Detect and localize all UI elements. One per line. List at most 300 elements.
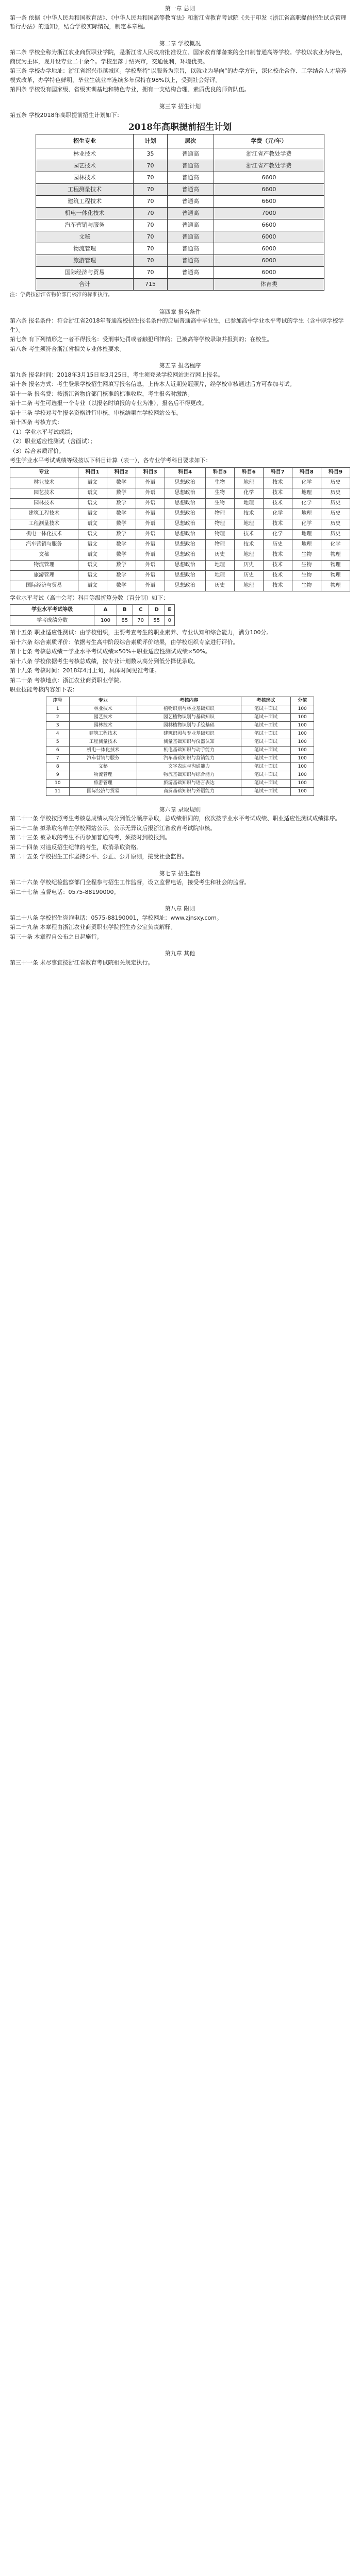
subject-table-body: [10, 478, 350, 591]
plan-cell: 70: [134, 160, 167, 172]
skills-cell: 5: [46, 738, 70, 746]
subject-cell: 林业技术: [10, 478, 78, 488]
subject-cell: 汽车营销与服务: [10, 539, 78, 550]
article-item: 考生学业水平考试成绩等级按以下科目计算（表一），各专业学考科目要求如下：: [10, 457, 211, 464]
subject-cell: 技术: [234, 539, 263, 550]
subject-cell: 化学: [292, 498, 321, 509]
subject-cell: 历史: [234, 570, 263, 581]
subject-cell: 外语: [136, 570, 165, 581]
skills-header-cell: 考核形式: [241, 697, 291, 705]
plan-row: [36, 279, 324, 291]
plan-cell: 6600: [214, 219, 324, 231]
skills-header-cell: 专业: [69, 697, 137, 705]
article-item: 第二十八条 学校招生咨询电话：0575-88190001，学校网址：www.zjnsxy.com。: [10, 914, 222, 921]
subject-header-cell: 科目8: [292, 467, 321, 478]
subject-header-cell: 科目1: [78, 467, 107, 478]
subject-cell: 历史: [321, 519, 350, 529]
subject-cell: 生物: [205, 498, 234, 509]
skills-cell: 文字表达与沟通能力: [137, 762, 241, 771]
subject-cell: 思想政治: [165, 581, 205, 591]
subject-cell: 数学: [107, 529, 136, 539]
chapter9-title: 第九章 其他: [165, 950, 195, 957]
skills-cell: 100: [291, 713, 314, 721]
skills-table: [46, 697, 314, 796]
subject-cell: 外语: [136, 560, 165, 570]
score-header-cell: B: [117, 605, 133, 616]
subject-cell: 生物: [292, 570, 321, 581]
plan-row: [36, 148, 324, 160]
plan-cell: 6000: [214, 243, 324, 255]
plan-cell: 普通高: [167, 184, 214, 196]
skills-cell: 机电一体化技术: [69, 746, 137, 754]
skills-cell: 建筑识图与专业基础知识: [137, 730, 241, 738]
subject-cell: 技术: [263, 478, 292, 488]
skills-cell: 建筑工程技术: [69, 730, 137, 738]
subject-cell: 物理: [321, 581, 350, 591]
article-item: 第二十一条 学校按照考生考核总成绩从高分到低分顺序录取，总成绩相同的，依次按学业水平考试成绩、职业适应性测试成绩排序。: [10, 815, 341, 822]
subject-cell: 地理: [234, 581, 263, 591]
plan-cell: 工程测量技术: [36, 184, 134, 196]
subject-cell: 思想政治: [165, 539, 205, 550]
subject-cell: 外语: [136, 478, 165, 488]
subject-cell: 物理: [205, 539, 234, 550]
skills-cell: 100: [291, 754, 314, 762]
subject-header-cell: 科目3: [136, 467, 165, 478]
skills-table-body: [46, 705, 314, 795]
skills-cell: 汽车基础知识与营销能力: [137, 754, 241, 762]
skills-cell: 7: [46, 754, 70, 762]
article-item: （3）综合素质评价。: [10, 447, 64, 454]
chapter3-title: 第三章 招生计划: [159, 103, 201, 110]
plan-cell: 6000: [214, 231, 324, 243]
plan-row: [36, 243, 324, 255]
score-conversion-header: [10, 605, 175, 616]
plan-cell: 715: [134, 279, 167, 291]
article-item: 第二十四条 对违反招生纪律的考生，取消录取资格。: [10, 843, 142, 851]
skills-row: [46, 779, 314, 787]
article-item: 第二十二条 拟录取名单在学校网站公示，公示无异议后报浙江省教育考试院审核。: [10, 824, 216, 832]
subject-cell: 技术: [263, 498, 292, 509]
subject-cell: 化学: [234, 488, 263, 498]
subject-cell: 历史: [321, 498, 350, 509]
subject-cell: 地理: [292, 509, 321, 519]
subject-table-header: [10, 467, 350, 478]
plan-header-count: 计划: [134, 134, 167, 148]
article-1: 第一条 依据《中华人民共和国教育法》、《中华人民共和国高等教育法》和浙江省教育考试院《关于印发《浙江省高职提前招生试点管理暂行办法》的通知》，结合学校实际情况，制定本章程。: [10, 14, 347, 30]
skills-cell: 文秘: [69, 762, 137, 771]
document-page: [0, 0, 360, 967]
subject-cell: 化学: [292, 478, 321, 488]
chapter8-title: 第八章 附则: [165, 905, 195, 912]
subject-cell: 语文: [78, 550, 107, 560]
plan-row: [36, 160, 324, 172]
plan-row: [36, 172, 324, 184]
subject-cell: 外语: [136, 539, 165, 550]
subject-cell: 语文: [78, 529, 107, 539]
subject-cell: 旅游管理: [10, 570, 78, 581]
article-item: 第九条 报名时间：2018年3月15日至3月25日，考生须登录学校网站进行网上报名。: [10, 371, 224, 378]
plan-cell: [167, 279, 214, 291]
chapter2-title: 第二章 学校概况: [159, 40, 201, 47]
article-item: 职业技能考核内容如下表：: [10, 686, 78, 693]
article-item: 第二十九条 本章程由浙江农业商贸职业学院招生办公室负责解释。: [10, 924, 176, 930]
subject-row: [10, 581, 350, 591]
plan-cell: 6000: [214, 255, 324, 267]
plan-cell: 普通高: [167, 172, 214, 184]
subject-cell: 数学: [107, 488, 136, 498]
article-item: 第十三条 学校对考生报名资格进行审核，审核结果在学校网站公布。: [10, 409, 182, 416]
skills-cell: 笔试＋面试: [241, 771, 291, 779]
plan-cell: 物流管理: [36, 243, 134, 255]
chapter5-title: 第五章 报名程序: [159, 362, 201, 369]
plan-cell: 普通高: [167, 196, 214, 208]
skills-cell: 笔试＋面试: [241, 713, 291, 721]
score-cell: 70: [133, 615, 149, 626]
plan-row: [36, 267, 324, 279]
skills-cell: 物流管理: [69, 771, 137, 779]
subject-cell: 物理: [205, 519, 234, 529]
skills-cell: 9: [46, 771, 70, 779]
subject-cell: 地理: [234, 478, 263, 488]
subject-cell: 语文: [78, 509, 107, 519]
article-item: 第二十条 考核地点：浙江农业商贸职业学院。: [10, 676, 125, 684]
subject-header-cell: 科目6: [234, 467, 263, 478]
subject-cell: 历史: [205, 550, 234, 560]
subject-cell: 数学: [107, 581, 136, 591]
subject-cell: 思想政治: [165, 560, 205, 570]
subject-cell: 语文: [78, 498, 107, 509]
subject-cell: 数学: [107, 550, 136, 560]
plan-cell: 70: [134, 196, 167, 208]
chapter6-title: 第六章 录取规则: [159, 806, 201, 813]
article-item: 第十九条 考核时间：2018年4月上旬，具体时间见准考证。: [10, 667, 160, 674]
skills-cell: 笔试＋面试: [241, 779, 291, 787]
skills-cell: 100: [291, 787, 314, 795]
plan-row: [36, 255, 324, 267]
plan-cell: 林业技术: [36, 148, 134, 160]
plan-cell: 70: [134, 208, 167, 219]
skills-cell: 100: [291, 730, 314, 738]
plan-cell: 70: [134, 172, 167, 184]
subject-cell: 数学: [107, 478, 136, 488]
subject-cell: 数学: [107, 498, 136, 509]
plan-cell: 6600: [214, 196, 324, 208]
skills-cell: 园林技术: [69, 721, 137, 730]
subject-cell: 文秘: [10, 550, 78, 560]
subject-cell: 生物: [205, 488, 234, 498]
article-item: 第十五条 职业适应性测试：由学校组织，主要考查考生的职业素养、专业认知和综合能力，满分100分。: [10, 629, 272, 636]
plan-cell: 普通高: [167, 231, 214, 243]
subject-row: [10, 488, 350, 498]
subject-cell: 语文: [78, 478, 107, 488]
subject-cell: 数学: [107, 570, 136, 581]
subject-cell: 思想政治: [165, 478, 205, 488]
skills-cell: 笔试＋面试: [241, 730, 291, 738]
subject-table: [10, 467, 350, 591]
plan-cell: 普通高: [167, 267, 214, 279]
plan-table-title: 2018年高职提前招生计划: [128, 122, 232, 132]
chapter7-articles: [10, 878, 350, 896]
subject-cell: 化学: [263, 509, 292, 519]
subject-row: [10, 550, 350, 560]
subject-cell: 外语: [136, 509, 165, 519]
article-8: 第八条 考生须符合浙江省相关专业体检要求。: [10, 345, 125, 352]
score-header-cell: E: [165, 605, 174, 616]
subject-cell: 化学: [263, 529, 292, 539]
subject-header-cell: 专业: [10, 467, 78, 478]
subject-header-cell: 科目9: [321, 467, 350, 478]
skills-header-cell: 序号: [46, 697, 70, 705]
plan-cell: 普通高: [167, 219, 214, 231]
subject-cell: 语文: [78, 488, 107, 498]
skills-cell: 100: [291, 738, 314, 746]
article-item: 第二十三条 被录取的考生不再参加普通高考，须按时到校报到。: [10, 834, 171, 841]
subject-cell: 技术: [263, 560, 292, 570]
skills-row: [46, 705, 314, 713]
skills-header-cell: 分值: [291, 697, 314, 705]
skills-table-header: [46, 697, 314, 705]
plan-cell: 普通高: [167, 160, 214, 172]
skills-cell: 商贸基础知识与外语能力: [137, 787, 241, 795]
subject-cell: 地理: [205, 570, 234, 581]
subject-row: [10, 529, 350, 539]
subject-header-cell: 科目4: [165, 467, 205, 478]
plan-note: 注：学费按浙江省物价部门核准的标准执行。: [10, 292, 113, 298]
subject-cell: 物理: [205, 529, 234, 539]
subject-cell: 生物: [205, 478, 234, 488]
plan-cell: 普通高: [167, 148, 214, 160]
subject-row: [10, 570, 350, 581]
article-item: 第三十条 本章程自公布之日起施行。: [10, 933, 103, 940]
plan-row: [36, 219, 324, 231]
subject-cell: 物流管理: [10, 560, 78, 570]
score-header-cell: C: [133, 605, 149, 616]
subject-header-cell: 科目5: [205, 467, 234, 478]
subject-cell: 思想政治: [165, 550, 205, 560]
skills-cell: 测量基础知识与仪器认知: [137, 738, 241, 746]
subject-cell: 地理: [205, 560, 234, 570]
skills-header-cell: 考核内容: [137, 697, 241, 705]
subject-cell: 历史: [321, 529, 350, 539]
subject-cell: 化学: [292, 519, 321, 529]
plan-cell: 70: [134, 255, 167, 267]
article-6: 第六条 报名条件：符合浙江省2018年普通高校招生报名条件的应届普通高中毕业生，已参加高中学业水平考试的学生（含中职学校学生）。: [10, 317, 344, 333]
skills-cell: 3: [46, 721, 70, 730]
subject-cell: 语文: [78, 581, 107, 591]
subject-cell: 地理: [292, 539, 321, 550]
plan-row: [36, 184, 324, 196]
subject-cell: 化学: [321, 539, 350, 550]
skills-cell: 100: [291, 721, 314, 730]
skills-cell: 4: [46, 730, 70, 738]
skills-cell: 100: [291, 746, 314, 754]
skills-cell: 6: [46, 746, 70, 754]
subject-cell: 外语: [136, 550, 165, 560]
plan-cell: 70: [134, 184, 167, 196]
article-item: 第二十七条 监督电话：0575-88190000。: [10, 888, 120, 895]
subject-cell: 地理: [234, 519, 263, 529]
skills-cell: 笔试＋面试: [241, 705, 291, 713]
skills-cell: 林业技术: [69, 705, 137, 713]
skills-cell: 园艺技术: [69, 713, 137, 721]
subject-cell: 语文: [78, 539, 107, 550]
plan-cell: 普通高: [167, 243, 214, 255]
subject-cell: 地理: [292, 529, 321, 539]
skills-cell: 笔试＋面试: [241, 787, 291, 795]
plan-cell: 浙江省产教处学费: [214, 160, 324, 172]
subject-cell: 数学: [107, 539, 136, 550]
plan-cell: 普通高: [167, 255, 214, 267]
subject-cell: 建筑工程技术: [10, 509, 78, 519]
score-row: [10, 615, 175, 626]
subject-cell: 历史: [321, 478, 350, 488]
plan-cell: 合计: [36, 279, 134, 291]
subject-cell: 园艺技术: [10, 488, 78, 498]
chapter5b-articles: [10, 628, 350, 694]
subject-cell: 物理: [321, 560, 350, 570]
chapter4-title: 第四章 报名条件: [159, 308, 201, 315]
subject-cell: 数学: [107, 519, 136, 529]
subject-cell: 历史: [263, 539, 292, 550]
subject-row: [10, 498, 350, 509]
article-item: 第十七条 考核总成绩＝学业水平考试成绩×50%＋职业适应性测试成绩×50%。: [10, 648, 211, 655]
subject-cell: 语文: [78, 560, 107, 570]
subject-cell: 历史: [321, 488, 350, 498]
subject-cell: 国际经济与贸易: [10, 581, 78, 591]
plan-header-fee: 学费（元/年）: [214, 134, 324, 148]
skills-row: [46, 713, 314, 721]
plan-cell: 建筑工程技术: [36, 196, 134, 208]
skills-cell: 笔试＋面试: [241, 746, 291, 754]
skills-row: [46, 754, 314, 762]
subject-cell: 机电一体化技术: [10, 529, 78, 539]
article-4: 第四条 学校设有国家级、省级实训基地和特色专业，拥有一支结构合理、素质优良的师资队伍。: [10, 86, 250, 93]
plan-cell: 园林技术: [36, 172, 134, 184]
skills-cell: 工程测量技术: [69, 738, 137, 746]
skills-row: [46, 787, 314, 795]
score-header-cell: D: [149, 605, 165, 616]
plan-cell: 6600: [214, 172, 324, 184]
subject-cell: 外语: [136, 519, 165, 529]
skills-cell: 11: [46, 787, 70, 795]
plan-cell: 文秘: [36, 231, 134, 243]
subject-row: [10, 478, 350, 488]
score-cell: 学考成绩分数: [10, 615, 94, 626]
plan-cell: 6600: [214, 184, 324, 196]
article-item: 第二十五条 学校招生工作坚持公平、公正、公开原则，接受社会监督。: [10, 853, 188, 860]
skills-cell: 国际经济与贸易: [69, 787, 137, 795]
plan-row: [36, 196, 324, 208]
skills-cell: 园艺植物识别与基础知识: [137, 713, 241, 721]
article-item: 第十四条 考核方式：: [10, 419, 63, 426]
score-cell: 55: [149, 615, 165, 626]
plan-header-major: 招生专业: [36, 134, 134, 148]
article-item: 第十二条 考生可选报一个专业（以报名时填报的专业为准），报名后不得更改。: [10, 400, 207, 406]
plan-cell: 35: [134, 148, 167, 160]
article-final: 第三十一条 未尽事宜按浙江省教育考试院相关规定执行。: [10, 959, 154, 966]
skills-row: [46, 738, 314, 746]
subject-cell: 技术: [263, 488, 292, 498]
skills-row: [46, 762, 314, 771]
subject-cell: 历史: [321, 509, 350, 519]
plan-table-body: [36, 148, 324, 291]
plan-cell: 旅游管理: [36, 255, 134, 267]
skills-cell: 笔试＋面试: [241, 754, 291, 762]
plan-cell: 70: [134, 231, 167, 243]
article-item: 第十一条 报名费：按浙江省物价部门核准的标准收取，考生报名时缴纳。: [10, 390, 193, 397]
subject-cell: 语文: [78, 570, 107, 581]
skills-cell: 植物识别与林业基础知识: [137, 705, 241, 713]
subject-cell: 思想政治: [165, 488, 205, 498]
subject-cell: 工程测量技术: [10, 519, 78, 529]
subject-cell: 技术: [263, 519, 292, 529]
subject-cell: 园林技术: [10, 498, 78, 509]
plan-row: [36, 208, 324, 219]
plan-cell: 汽车营销与服务: [36, 219, 134, 231]
skills-row: [46, 771, 314, 779]
subject-cell: 物理: [321, 550, 350, 560]
subject-row: [10, 539, 350, 550]
skills-cell: 100: [291, 762, 314, 771]
article-5: 第五条 学校2018年高职提前招生计划如下：: [10, 112, 123, 118]
skills-row: [46, 746, 314, 754]
subject-cell: 数学: [107, 560, 136, 570]
score-conversion-body: [10, 615, 175, 626]
skills-cell: 园林植物识别与手绘基础: [137, 721, 241, 730]
skills-cell: 笔试＋面试: [241, 738, 291, 746]
subject-cell: 思想政治: [165, 498, 205, 509]
subject-header-cell: 科目7: [263, 467, 292, 478]
plan-row: [36, 231, 324, 243]
skills-cell: 汽车营销与服务: [69, 754, 137, 762]
subject-cell: 技术: [263, 550, 292, 560]
subject-cell: 历史: [205, 581, 234, 591]
subject-cell: 外语: [136, 581, 165, 591]
skills-cell: 8: [46, 762, 70, 771]
score-cell: 0: [165, 615, 174, 626]
skills-cell: 10: [46, 779, 70, 787]
chapter1-title: 第一章 总则: [165, 5, 195, 12]
article-2: 第二条 学校全称为浙江农业商贸职业学院，是浙江省人民政府批准设立、国家教育部备案的全日制普通高等学校。学校以农业为特色，商贸为主体，现开设专业二十余个。学校坐落于绍兴市，交通便利，环境优美。: [10, 49, 347, 65]
plan-cell: 机电一体化技术: [36, 208, 134, 219]
subject-cell: 思想政治: [165, 519, 205, 529]
plan-cell: 70: [134, 267, 167, 279]
subject-row: [10, 560, 350, 570]
chapter8-articles: [10, 913, 350, 942]
subject-cell: 技术: [263, 570, 292, 581]
skills-cell: 100: [291, 705, 314, 713]
article-3: 第三条 学校办学地址：浙江省绍兴市越城区。学校坚持“以服务为宗旨，以就业为导向”的办学方针，深化校企合作、工学结合人才培养模式改革，办学特色鲜明，毕业生就业率连续多年保持在98%以上，受到社会好评。: [10, 67, 347, 83]
article-item: 第十八条 学校依据考生考核总成绩，按专业计划数从高分到低分择优录取。: [10, 657, 199, 665]
plan-table: [36, 134, 324, 291]
score-cell: 100: [94, 615, 117, 626]
plan-cell: 园艺技术: [36, 160, 134, 172]
chapter5-articles: [10, 370, 350, 465]
plan-header-level: 层次: [167, 134, 214, 148]
subject-cell: 地理: [234, 550, 263, 560]
subject-cell: 技术: [234, 509, 263, 519]
subject-cell: 技术: [263, 581, 292, 591]
plan-cell: 国际经济与贸易: [36, 267, 134, 279]
skills-cell: 笔试＋面试: [241, 762, 291, 771]
score-conversion-intro: 学业水平考试（高中会考）科目等级折算分数（百分制）如下：: [10, 594, 169, 601]
article-item: 第二十六条 学校纪检监察部门全程参与招生工作监督，设立监督电话，接受考生和社会的监督。: [10, 879, 250, 886]
subject-cell: 地理: [234, 498, 263, 509]
subject-cell: 物理: [205, 509, 234, 519]
skills-cell: 旅游基础知识与语言表达: [137, 779, 241, 787]
score-cell: 85: [117, 615, 133, 626]
skills-cell: 物流基础知识与综合能力: [137, 771, 241, 779]
